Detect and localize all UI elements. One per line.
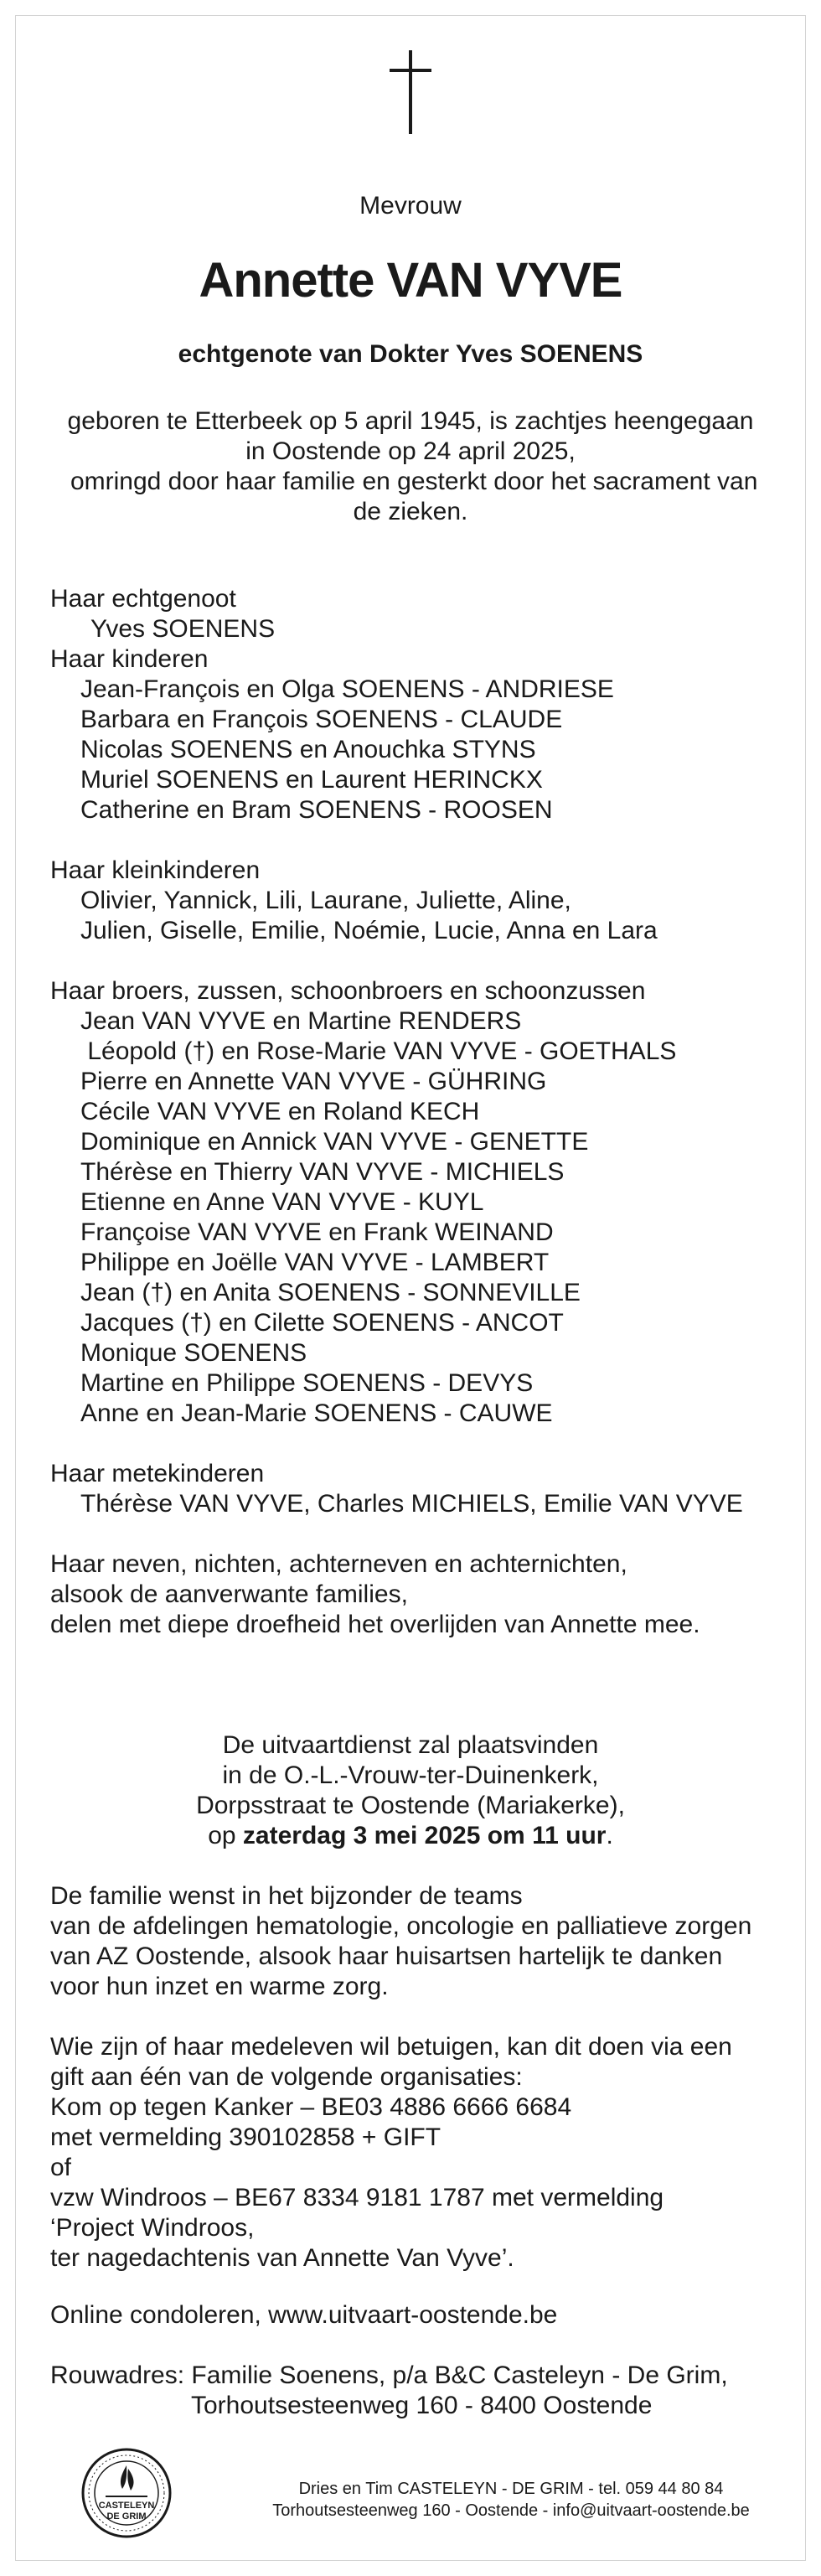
list-item: Monique SOENENS: [80, 1339, 307, 1367]
list-item: Dominique en Annick VAN VYVE - GENETTE: [80, 1128, 589, 1156]
footer-line-2: Torhoutsesteenweg 160 - Oostende - info@uitvaart-oostende.be: [272, 2501, 750, 2520]
list-item: Thérèse en Thierry VAN VYVE - MICHIELS: [80, 1158, 565, 1186]
list-item: Léopold (†) en Rose-Marie VAN VYVE - GOETHALS: [80, 1037, 677, 1065]
spouse-heading: Haar echtgenoot: [50, 585, 236, 613]
donation-line: vzw Windroos – BE67 8334 9181 1787 met vermelding: [50, 2184, 664, 2211]
stepchildren-list: Thérèse VAN VYVE, Charles MICHIELS, Emilie VAN VYVE: [80, 1490, 743, 1518]
spouse-line: echtgenote van Dokter Yves SOENENS: [178, 340, 643, 368]
list-item: Françoise VAN VYVE en Frank WEINAND: [80, 1218, 554, 1246]
list-item: Philippe en Joëlle VAN VYVE - LAMBERT: [80, 1249, 550, 1276]
children-heading: Haar kinderen: [50, 645, 209, 673]
list-item: Barbara en François SOENENS - CLAUDE: [80, 706, 563, 733]
list-item: Pierre en Annette VAN VYVE - GÜHRING: [80, 1068, 547, 1095]
list-item: Etienne en Anne VAN VYVE - KUYL: [80, 1188, 484, 1216]
deceased-name: Annette VAN VYVE: [199, 253, 622, 308]
closing-line: alsook de aanverwante families,: [50, 1580, 408, 1608]
funeral-line: Dorpsstraat te Oostende (Mariakerke),: [196, 1792, 625, 1819]
donation-line: Kom op tegen Kanker – BE03 4886 6666 6684: [50, 2093, 572, 2121]
birth-death-line: de zieken.: [353, 498, 468, 525]
list-item: Jean (†) en Anita SOENENS - SONNEVILLE: [80, 1279, 581, 1306]
funeral-date: [0, 1821, 821, 1851]
donation-line: ter nagedachtenis van Annette Van Vyve’.: [50, 2244, 514, 2272]
birth-death-line: geboren te Etterbeek op 5 april 1945, is zachtjes heengegaan: [67, 407, 754, 435]
donation-line: gift aan één van de volgende organisaties:: [50, 2063, 523, 2091]
footer-line-1: Dries en Tim CASTELEYN - DE GRIM - tel. 059 44 80 84: [298, 2480, 724, 2498]
thanks-line: van de afdelingen hematologie, oncologie en palliatieve zorgen: [50, 1912, 752, 1940]
list-item: Nicolas SOENENS en Anouchka STYNS: [80, 736, 536, 763]
grandchildren-heading: Haar kleinkinderen: [50, 856, 261, 884]
list-item: Jacques (†) en Cilette SOENENS - ANCOT: [80, 1309, 564, 1337]
cross-icon: [390, 50, 431, 134]
donation-line: of: [50, 2154, 72, 2181]
list-item: Jean-François en Olga SOENENS - ANDRIESE: [80, 675, 614, 703]
funeral-date-suffix: .: [606, 1822, 613, 1849]
thanks-line: De familie wenst in het bijzonder de teams: [50, 1882, 523, 1910]
title-prefix: Mevrouw: [359, 192, 462, 220]
logo-text-top: CASTELEYN: [98, 2501, 155, 2511]
thanks-line: voor hun inzet en warme zorg.: [50, 1973, 389, 2000]
funeral-date-bold: zaterdag 3 mei 2025 om 11 uur: [242, 1822, 607, 1849]
logo-text-bottom: DE GRIM: [106, 2511, 147, 2522]
funeral-line: De uitvaartdienst zal plaatsvinden: [222, 1731, 599, 1759]
siblings-heading: Haar broers, zussen, schoonbroers en schoonzussen: [50, 977, 646, 1005]
address-line-2: Torhoutsesteenweg 160 - 8400 Oostende: [191, 2392, 653, 2419]
stepchildren-heading: Haar metekinderen: [50, 1460, 265, 1487]
list-item: Jean VAN VYVE en Martine RENDERS: [80, 1007, 522, 1035]
funeral-line: in de O.-L.-Vrouw-ter-Duinenkerk,: [222, 1761, 599, 1789]
donation-line: ‘Project Windroos,: [50, 2214, 255, 2242]
list-item: Olivier, Yannick, Lili, Laurane, Juliette, Aline,: [80, 887, 571, 914]
donation-line: Wie zijn of haar medeleven wil betuigen, kan dit doen via een: [50, 2033, 732, 2061]
address-line-1: Rouwadres: Familie Soenens, p/a B&C Casteleyn - De Grim,: [50, 2361, 728, 2389]
spouse-name: Yves SOENENS: [90, 615, 276, 643]
list-item: Julien, Giselle, Emilie, Noémie, Lucie, Anna en Lara: [80, 917, 658, 944]
birth-death-line: omringd door haar familie en gesterkt door het sacrament van: [63, 468, 758, 495]
closing-line: Haar neven, nichten, achterneven en achternichten,: [50, 1550, 627, 1578]
online-condolence: Online condoleren, www.uitvaart-oostende.be: [50, 2301, 558, 2329]
thanks-line: van AZ Oostende, alsook haar huisartsen hartelijk te danken: [50, 1942, 723, 1970]
birth-death-line: in Oostende op 24 april 2025,: [245, 437, 576, 465]
list-item: Catherine en Bram SOENENS - ROOSEN: [80, 796, 553, 824]
donation-line: met vermelding 390102858 + GIFT: [50, 2123, 441, 2151]
list-item: Anne en Jean-Marie SOENENS - CAUWE: [80, 1399, 553, 1427]
funeral-date-prefix: op: [208, 1822, 243, 1849]
closing-line: delen met diepe droefheid het overlijden van Annette mee.: [50, 1611, 700, 1638]
list-item: Muriel SOENENS en Laurent HERINCKX: [80, 766, 543, 794]
list-item: Cécile VAN VYVE en Roland KECH: [80, 1098, 480, 1125]
list-item: Martine en Philippe SOENENS - DEVYS: [80, 1369, 534, 1397]
